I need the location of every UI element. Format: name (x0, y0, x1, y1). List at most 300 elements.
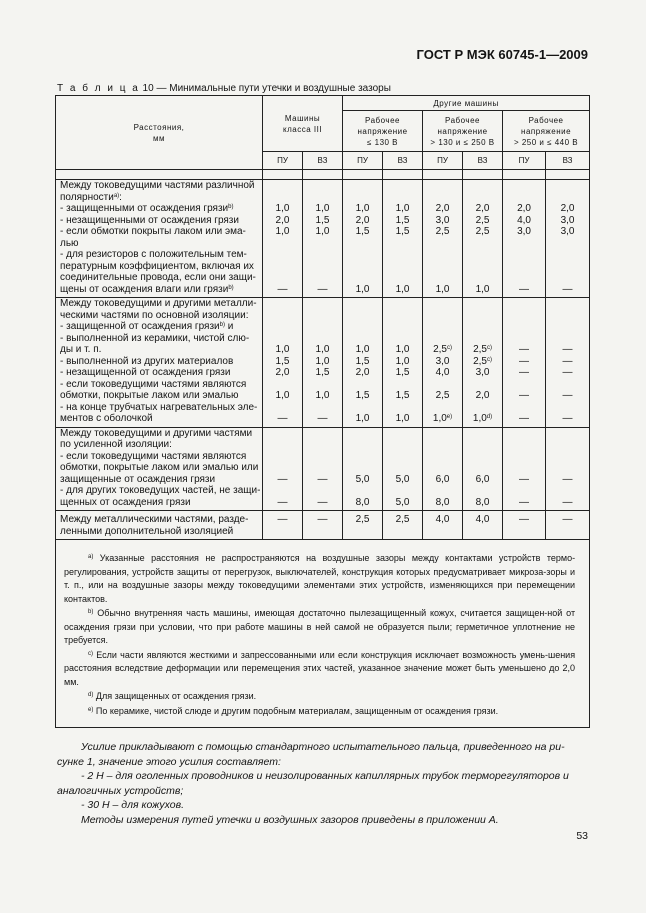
value-line (303, 451, 342, 463)
header-pu: ПУ (503, 152, 546, 170)
value-line: 1,0 (475, 283, 490, 295)
value-line: — (519, 367, 530, 378)
value-line (263, 180, 302, 192)
value-line (463, 451, 502, 463)
caption-prefix: Т а б л и ц а (57, 83, 140, 94)
value-cell (343, 511, 383, 540)
value-line (303, 439, 342, 451)
value-line: 1,0 (275, 344, 290, 355)
group-row-basic-insulation (56, 298, 590, 428)
value-cell (423, 427, 463, 511)
value-line: 1,0 (355, 413, 370, 424)
value-line (423, 485, 462, 497)
footnote: $^{е)}$ По керамике, чистой слюде и другим подобным материалам, защищенным от осаждения грязи. (88, 705, 499, 716)
description-line: по усиленной изоляции: (60, 439, 172, 450)
value-cell (343, 180, 383, 298)
value-line: 2,0 (435, 203, 450, 214)
value-line (423, 462, 462, 474)
value-line (503, 333, 545, 345)
value-line (263, 333, 302, 345)
description-line: соединительные провода, если они защи- (60, 272, 256, 283)
value-line (503, 298, 545, 310)
value-cell (463, 427, 503, 511)
value-line: 5,0 (355, 473, 370, 485)
value-line (263, 462, 302, 474)
value-line (463, 485, 502, 497)
description-line: - выполненной из керамики, чистой слю- (60, 332, 250, 344)
value-line (303, 462, 342, 474)
value-cell (343, 298, 383, 428)
value-line: $2,5^{с)}$ (433, 344, 452, 355)
value-line (263, 238, 302, 250)
value-line (303, 192, 342, 204)
value-line (343, 272, 382, 284)
value-line (463, 321, 502, 333)
description-line: - защищенными от осаждения грязи$^{b)}$ (60, 203, 234, 214)
value-line (423, 379, 462, 391)
value-line: 2,5 (395, 514, 410, 525)
value-line (343, 249, 382, 261)
value-line (263, 249, 302, 261)
value-line: — (562, 367, 573, 378)
value-line: — (519, 390, 530, 401)
value-line (343, 428, 382, 440)
value-line (503, 310, 545, 322)
value-line (546, 402, 589, 414)
value-line (546, 180, 589, 192)
value-line: — (317, 496, 328, 508)
value-line (383, 321, 422, 333)
value-line: 2,5 (355, 514, 370, 525)
value-line: 2,0 (355, 367, 370, 378)
value-line: 1,5 (275, 355, 290, 367)
value-cell (263, 180, 303, 298)
header-vz: ВЗ (463, 152, 503, 170)
value-line (423, 238, 462, 250)
value-line: 2,5 (475, 226, 490, 237)
value-line: — (277, 514, 288, 525)
value-line (503, 192, 545, 204)
description-line: защищенные от осаждения грязи (60, 473, 216, 485)
group-description (56, 511, 263, 540)
value-line (383, 310, 422, 322)
value-line: 1,0 (355, 203, 370, 214)
value-line (263, 428, 302, 440)
description-line: ды и т. п. (60, 344, 102, 355)
value-line (303, 272, 342, 284)
value-line (303, 379, 342, 391)
header-other-machines: Другие машины (343, 96, 590, 111)
value-line (343, 310, 382, 322)
description-line: Между токоведущими и другими металли- (60, 298, 257, 309)
footnote-ref: е) (446, 414, 453, 420)
document-header: ГОСТ Р МЭК 60745-1—2009 (416, 47, 588, 62)
description-line: обмотки, покрытые лаком или эмалью или (60, 462, 259, 473)
header-pu: ПУ (343, 152, 383, 170)
value-line: — (317, 413, 328, 424)
description-line: пературным коэффициентом, включая их (60, 260, 254, 272)
value-cell (503, 511, 546, 540)
value-line: 2,5 (475, 214, 490, 226)
value-line (546, 333, 589, 345)
footnote-ref: b) (228, 204, 234, 210)
value-line (463, 192, 502, 204)
value-cell (463, 511, 503, 540)
value-line (546, 462, 589, 474)
header-voltage-440: Рабочее напряжение > 250 и ≤ 440 В (503, 111, 590, 152)
value-line (423, 451, 462, 463)
header-vz: ВЗ (546, 152, 590, 170)
value-line: 3,0 (560, 214, 575, 226)
value-line (463, 272, 502, 284)
value-cell (343, 427, 383, 511)
value-line (503, 180, 545, 192)
body-text (57, 740, 589, 827)
header-vz: ВЗ (303, 152, 343, 170)
caption-text: 10 — Минимальные пути утечки и воздушные зазоры (139, 83, 391, 94)
value-line: 1,5 (355, 226, 370, 237)
value-line: — (277, 413, 288, 424)
footnote-ref: а) (113, 192, 120, 199)
header-class3: Машины класса III (263, 96, 343, 152)
value-cell (463, 180, 503, 298)
value-cell (383, 180, 423, 298)
value-line (343, 321, 382, 333)
value-line: 3,0 (435, 355, 450, 367)
value-line (383, 298, 422, 310)
footnote-ref: b) (228, 284, 234, 291)
value-line: 3,0 (435, 214, 450, 226)
value-line (503, 428, 545, 440)
value-line: — (317, 473, 328, 485)
value-line (383, 402, 422, 414)
value-line (263, 379, 302, 391)
value-line (503, 439, 545, 451)
page-number: 53 (576, 830, 588, 842)
value-line: $2,5^{с)}$ (473, 344, 492, 355)
group-row-metal-parts (56, 511, 590, 540)
value-cell (463, 298, 503, 428)
description-line: - если токоведущими частями являются (60, 450, 247, 462)
description-line: ленными дополнительной изоляцией (60, 525, 234, 537)
value-line: 4,0 (517, 214, 531, 226)
value-line (303, 321, 342, 333)
footnote-marker: b) (88, 609, 94, 615)
value-line: 2,5 (435, 226, 450, 237)
value-line (263, 192, 302, 204)
value-cell (263, 427, 303, 511)
value-line: 1,0 (315, 390, 330, 401)
value-cell (423, 180, 463, 298)
value-line (503, 402, 545, 414)
value-line: 1,0$^{d)}$ (472, 413, 493, 424)
value-line: 1,0 (355, 344, 370, 355)
value-line: 1,5 (315, 214, 330, 226)
value-line: — (519, 355, 530, 367)
value-cell (503, 427, 546, 511)
value-line: 1,0 (435, 283, 450, 295)
value-line (343, 485, 382, 497)
spacer-row (56, 170, 590, 180)
value-line: — (562, 514, 573, 525)
description-line: - на конце трубчатых нагревательных эле- (60, 401, 258, 413)
value-line (546, 428, 589, 440)
value-line: 1,5 (395, 214, 410, 226)
value-line (263, 439, 302, 451)
value-cell (303, 298, 343, 428)
description-line: щены от осаждения влаги или грязи$^{b)}$ (60, 283, 234, 295)
header-pu: ПУ (423, 152, 463, 170)
value-line (463, 310, 502, 322)
clearance-table (55, 95, 590, 728)
value-line: 1,0 (315, 226, 330, 237)
footnote-marker: е) (88, 706, 94, 713)
value-line (423, 298, 462, 310)
group-description (56, 180, 263, 298)
value-line: — (519, 496, 530, 508)
value-line: 6,0 (435, 473, 450, 485)
description-line: - если обмотки покрыты лаком или эма- (60, 226, 246, 237)
value-line (423, 428, 462, 440)
value-cell (423, 511, 463, 540)
footnote-marker: а) (88, 554, 94, 560)
value-line (383, 485, 422, 497)
header-distance: Расстояния, мм (56, 96, 263, 170)
value-line (343, 261, 382, 273)
value-line (423, 249, 462, 261)
value-line: 4,0 (435, 514, 450, 525)
footnote-marker: с) (88, 650, 93, 657)
value-line (503, 451, 545, 463)
value-line: — (562, 390, 573, 401)
value-line (546, 261, 589, 273)
value-line: — (277, 473, 288, 485)
paragraph: - 2 Н – для оголенных проводников и неизолированных капиллярных трубок терморегуляторов и аналогичных устройств; (57, 770, 569, 797)
value-line (546, 249, 589, 261)
value-line: 2,0 (355, 214, 370, 226)
value-line: 1,0 (275, 203, 290, 214)
value-line: 4,0 (435, 367, 450, 378)
description-line: - незащищенными от осаждения грязи (60, 214, 239, 226)
paragraph: Усилие прикладывают с помощью стандартного испытательного пальца, приведенного на ри-сунке 1, значение этого усилия составляет: (57, 741, 565, 768)
value-line: 2,0 (560, 203, 575, 214)
value-line: 2,0 (475, 390, 490, 401)
value-line (503, 272, 545, 284)
value-line (546, 272, 589, 284)
value-line: 3,0 (517, 226, 531, 237)
value-line (546, 238, 589, 250)
value-cell (546, 298, 590, 428)
footnote-ref: с) (486, 345, 492, 351)
value-line: 1,0 (315, 355, 330, 367)
table-caption (57, 83, 391, 94)
value-line (263, 485, 302, 497)
value-line (546, 379, 589, 391)
value-line (303, 485, 342, 497)
footnote: $^{с)}$ Если части являются жесткими и запрессованными или если конструкция исключает возможность умень-шения расстояния вследствие деформации или перемещения этих частей, указанное значение может быть уменьшено до 2,0 мм. (64, 649, 576, 687)
value-line (546, 192, 589, 204)
value-line (463, 379, 502, 391)
value-line: 1,0 (275, 390, 290, 401)
value-line (503, 238, 545, 250)
footnote: $^{а)}$ Указанные расстояния не распространяются на воздушные зазоры между контактами устройств термо-регулирования, устройств защиты от перегрузок, выключателей, конструкция которых предусматривает микроза-зоры и т. п., или на воздушные зазоры между токоведущими элементами этих устройств, изменяющихся при перемещении контактов. (64, 553, 576, 604)
description-line: Между токоведущими и другими частями (60, 427, 253, 439)
value-line (383, 439, 422, 451)
value-line: — (519, 473, 530, 485)
value-line: — (562, 355, 573, 367)
value-line (423, 180, 462, 192)
value-line (383, 180, 422, 192)
value-line (343, 180, 382, 192)
value-line: $2,5^{с)}$ (473, 355, 492, 367)
value-line (263, 272, 302, 284)
value-line (383, 451, 422, 463)
value-line (383, 333, 422, 345)
value-cell (383, 511, 423, 540)
value-line (303, 333, 342, 345)
value-cell (546, 511, 590, 540)
value-cell (303, 180, 343, 298)
value-line: — (562, 496, 573, 508)
value-line (343, 238, 382, 250)
value-line (503, 249, 545, 261)
value-line: — (317, 514, 328, 525)
value-line: 1,0 (395, 344, 410, 355)
group-description (56, 427, 263, 511)
value-line (503, 379, 545, 391)
value-line (303, 310, 342, 322)
value-line (343, 451, 382, 463)
value-line (383, 428, 422, 440)
group-description (56, 298, 263, 428)
description-line: - защищенной от осаждения грязи$^{b)}$ и (60, 321, 234, 332)
header-pu: ПУ (263, 152, 303, 170)
value-line (546, 451, 589, 463)
value-line (263, 261, 302, 273)
footnote-ref: с) (486, 356, 492, 363)
footnote: $^{b)}$ Обычно внутренняя часть машины, имеющая достаточно пылезащищенный кожух, считается защищен-ной от осаждения грязи при условии, что при работе машины в ней самой не образуется пыли; герметичное уплотнение не требуется. (64, 608, 576, 645)
value-line (546, 439, 589, 451)
value-line: 2,5 (435, 390, 450, 401)
value-line (263, 310, 302, 322)
value-line: 2,0 (475, 203, 490, 214)
value-line (463, 180, 502, 192)
footnote-ref: d) (486, 414, 493, 420)
value-line (503, 485, 545, 497)
value-line (263, 451, 302, 463)
value-cell (263, 511, 303, 540)
value-line: 4,0 (475, 514, 490, 525)
value-line (463, 261, 502, 273)
value-line: 1,0 (275, 226, 290, 237)
value-line: 3,0 (560, 226, 575, 237)
value-line (343, 462, 382, 474)
value-cell (503, 180, 546, 298)
value-line: — (519, 514, 530, 525)
group-row-polarity (56, 180, 590, 298)
value-line (423, 310, 462, 322)
description-line: - для резисторов с положительным тем- (60, 249, 247, 260)
value-line (423, 439, 462, 451)
value-line (383, 249, 422, 261)
value-cell (423, 298, 463, 428)
value-line (343, 192, 382, 204)
value-line: 2,0 (275, 367, 290, 378)
value-line: 6,0 (475, 473, 490, 485)
header-voltage-130: Рабочее напряжение ≤ 130 В (343, 111, 423, 152)
value-cell (546, 427, 590, 511)
value-line (303, 402, 342, 414)
value-line (383, 261, 422, 273)
value-line: — (562, 344, 573, 355)
value-line: 5,0 (395, 473, 410, 485)
value-line (303, 238, 342, 250)
value-cell (383, 427, 423, 511)
value-line (343, 379, 382, 391)
description-line: полярности$^{а)}$: (60, 191, 122, 203)
value-line: 1,5 (395, 226, 410, 237)
group-row-reinforced-insulation (56, 427, 590, 511)
value-line (383, 272, 422, 284)
value-line (423, 333, 462, 345)
value-line (383, 192, 422, 204)
value-line (343, 439, 382, 451)
description-line: ментов с оболочкой (60, 413, 153, 424)
value-line: 1,0 (395, 413, 410, 424)
value-line (423, 192, 462, 204)
value-line (546, 298, 589, 310)
description-line: ческими частями по основной изоляции: (60, 309, 249, 321)
value-line (383, 379, 422, 391)
value-line (343, 298, 382, 310)
value-line: — (519, 413, 530, 424)
value-line (263, 402, 302, 414)
value-line (383, 462, 422, 474)
value-line (423, 321, 462, 333)
value-line (263, 298, 302, 310)
value-line: — (562, 413, 573, 424)
value-line (503, 261, 545, 273)
value-line (423, 261, 462, 273)
value-line: 2,0 (275, 214, 290, 226)
footnote-ref: с) (446, 345, 452, 351)
description-line: - выполненной из других материалов (60, 355, 234, 367)
value-line (463, 298, 502, 310)
value-line: — (277, 283, 288, 295)
description-line: Между токоведущими частями различной (60, 180, 255, 191)
value-line: 1,0 (395, 203, 410, 214)
value-line: 1,5 (395, 390, 410, 401)
value-line (343, 402, 382, 414)
value-line: 1,0 (355, 283, 370, 295)
value-line: 5,0 (395, 496, 410, 508)
description-line: Между металлическими частями, разде- (60, 514, 249, 525)
description-line: обмотки, покрытые лаком или эмалью (60, 390, 239, 401)
value-line (343, 333, 382, 345)
value-line: 3,0 (475, 367, 490, 378)
value-cell (303, 427, 343, 511)
value-cell (503, 298, 546, 428)
value-line (383, 238, 422, 250)
value-line (463, 249, 502, 261)
paragraph: Методы измерения путей утечки и воздушных зазоров приведены в приложении А. (81, 813, 499, 826)
value-cell (263, 298, 303, 428)
value-line: — (562, 283, 573, 295)
value-line: — (562, 473, 573, 485)
value-line (463, 439, 502, 451)
value-line (463, 238, 502, 250)
value-line: $1,0^{е)}$ (432, 413, 453, 424)
